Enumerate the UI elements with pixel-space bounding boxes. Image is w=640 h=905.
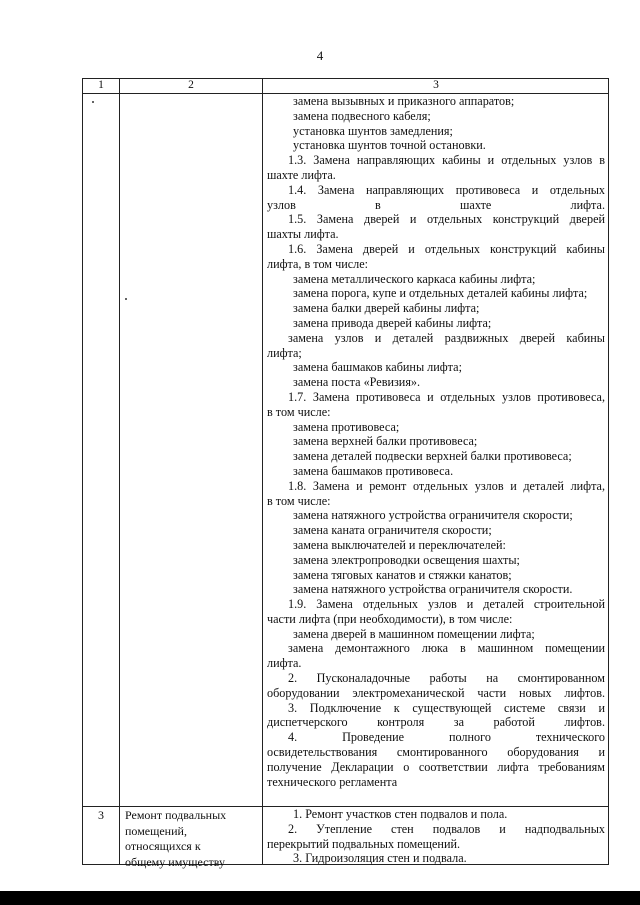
works-line: 1.3. Замена направляющих кабины и отдельных узлов в <box>288 153 605 168</box>
works-line: замена привода дверей кабины лифта; <box>293 315 492 330</box>
works-line: замена порога, купе и отдельных деталей кабины лифта; <box>293 286 588 301</box>
cell-name <box>120 807 263 869</box>
works-line: 1.6. Замена дверей и отдельных конструкций кабины <box>288 241 605 256</box>
works-line: получение Декларации о соответствии лифта требованиям <box>267 759 605 774</box>
works-line: замена верхней балки противовеса; <box>293 434 478 449</box>
scan-edge-bar <box>0 891 640 905</box>
page-number: 4 <box>316 48 324 63</box>
works-line: в том числе: <box>267 493 331 508</box>
works-line: технического регламента <box>267 774 398 789</box>
works-line: замена подвесного кабеля; <box>293 108 431 123</box>
cell-works-list <box>263 94 608 806</box>
cell-number-empty <box>83 94 120 806</box>
works-line: замена тяговых канатов и стяжки канатов; <box>293 567 512 582</box>
works-line: установка шунтов замедления; <box>293 123 453 138</box>
works-line: лифта. <box>267 656 302 671</box>
row-name-line: общему имуществу <box>125 854 225 869</box>
cell-name-empty <box>120 94 263 806</box>
works-line: замена противовеса; <box>293 419 400 434</box>
works-line: замена поста «Ревизия». <box>293 375 421 390</box>
works-line: замена выключателей и переключателей: <box>293 537 506 552</box>
works-line: замена электропроводки освещения шахты; <box>293 552 520 567</box>
works-table <box>82 78 609 869</box>
row-number: 3 <box>98 808 104 822</box>
works-line: замена демонтажного люка в машинном помещении <box>288 641 605 656</box>
row-name-line: относящихся к <box>125 839 201 853</box>
works-line: 2. Утепление стен подвалов и надподвальных <box>288 821 605 836</box>
works-line: шахты лифта. <box>267 227 339 242</box>
works-line: освидетельствования смонтированного оборудования и <box>267 745 605 760</box>
works-line: 1.8. Замена и ремонт отдельных узлов и деталей лифта, <box>288 478 605 493</box>
scan-speck <box>125 298 127 300</box>
table-row-3 <box>83 807 608 869</box>
table-row-continuation <box>83 94 608 807</box>
works-line: части лифта (при необходимости), в том числе: <box>267 611 513 626</box>
works-line: 1.4. Замена направляющих противовеса и отдельных <box>288 182 605 197</box>
row-name-line: Ремонт подвальных <box>125 808 227 822</box>
works-line: замена башмаков противовеса. <box>293 463 454 478</box>
works-line: замена узлов и деталей раздвижных дверей кабины <box>288 330 605 345</box>
works-line: замена каната ограничителя скорости; <box>293 523 492 538</box>
works-line: узлов в шахте лифта. <box>267 197 605 212</box>
works-line: перекрытий подвальных помещений. <box>267 836 461 851</box>
works-line: замена дверей в машинном помещении лифта; <box>293 626 535 641</box>
works-line: 3. Подключение к существующей системе связи и <box>288 700 605 715</box>
works-line: 1. Ремонт участков стен подвалов и пола. <box>293 807 508 821</box>
works-line: 1.5. Замена дверей и отдельных конструкций дверей <box>288 212 605 227</box>
works-line: установка шунтов точной остановки. <box>293 138 486 153</box>
works-line: замена башмаков кабины лифта; <box>293 360 462 375</box>
works-line: замена натяжного устройства ограничителя скорости; <box>293 508 573 523</box>
works-line: замена деталей подвески верхней балки противовеса; <box>293 449 572 464</box>
works-line: шахте лифта. <box>267 167 336 182</box>
cell-works-list <box>263 807 608 864</box>
cell-number <box>83 807 120 864</box>
works-line: лифта; <box>267 345 302 360</box>
works-line: 1.7. Замена противовеса и отдельных узлов противовеса, <box>288 389 605 404</box>
works-line: 1.9. Замена отдельных узлов и деталей строительной <box>288 597 605 612</box>
works-line: замена натяжного устройства ограничителя скорости. <box>293 582 573 597</box>
works-line: лифта, в том числе: <box>267 256 369 271</box>
works-line: в том числе: <box>267 404 331 419</box>
header-col-3: 3 <box>433 79 439 91</box>
works-line: 2. Пусконаладочные работы на смонтированном <box>288 671 605 686</box>
scan-speck <box>92 101 94 103</box>
works-line: диспетчерского контроля за работой лифтов. <box>267 715 605 730</box>
row-name-line: помещений, <box>125 823 187 838</box>
table-header-row <box>83 79 608 94</box>
header-col-1: 1 <box>83 79 120 93</box>
works-line: 3. Гидроизоляция стен и подвала. <box>293 851 467 866</box>
works-line: замена вызывных и приказного аппаратов; <box>293 94 515 108</box>
works-line: замена балки дверей кабины лифта; <box>293 301 480 316</box>
works-line: 4. Проведение полного технического <box>288 730 605 745</box>
header-col-2: 2 <box>120 79 263 93</box>
works-line: замена металлического каркаса кабины лифта; <box>293 271 536 286</box>
works-line: оборудовании электромеханической части новых лифтов. <box>267 685 605 700</box>
